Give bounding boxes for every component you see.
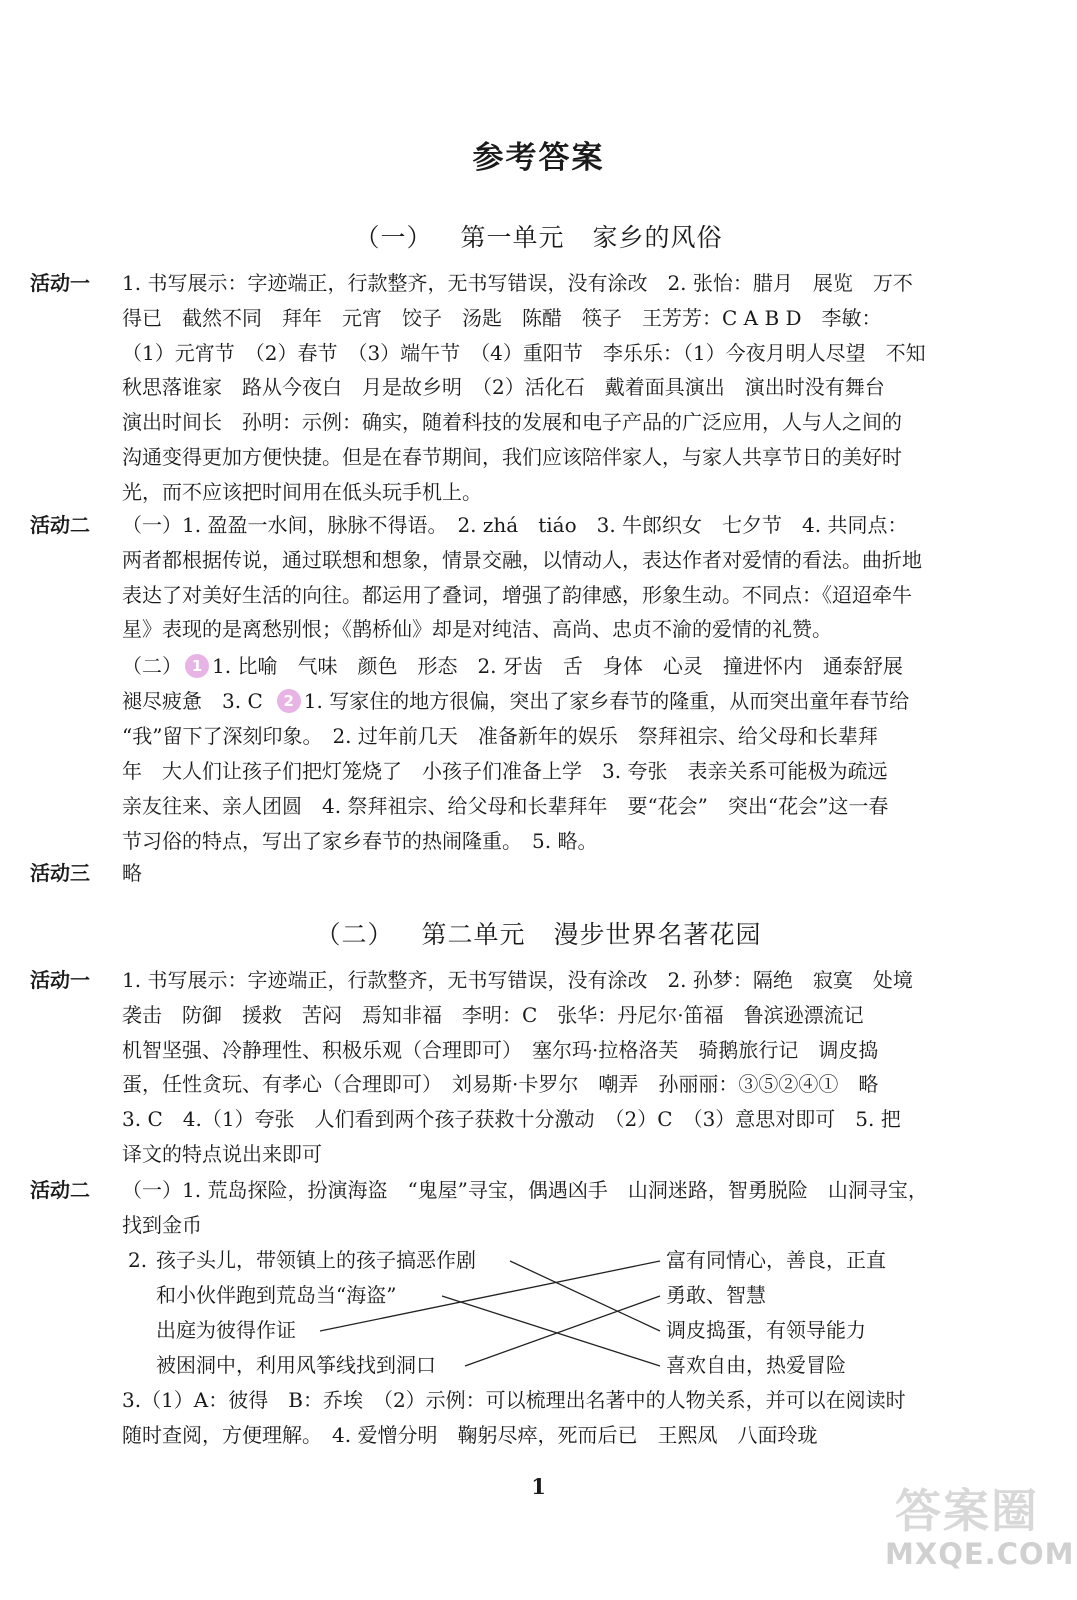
section-unit: 第一单元 [460,223,565,252]
activity-label: 活动一 [30,271,90,295]
answer-line: 表达了对美好生活的向往。都运用了叠词，增强了韵律感，形象生动。不同点：《迢迢牵牛 [122,582,912,607]
section-name: 家乡的风俗 [592,223,723,252]
match-left-item: 出庭为彼得作证 [156,1318,296,1342]
answer-text: 褪尽疲惫 3. C [122,689,263,713]
answer-line: 机智坚强、冷静理性、积极乐观（合理即可） 塞尔玛·拉格洛芙 骑鹅旅行记 调皮捣 [122,1037,879,1062]
match-connector-line [510,1261,660,1331]
section-number: （一） [354,223,433,252]
match-right-item: 调皮捣蛋，有领导能力 [666,1318,866,1342]
answer-line: 沟通变得更加方便快捷。但是在春节期间，我们应该陪伴家人，与家人共享节日的美好时 [122,445,902,469]
answer-line: （1）元宵节 （2）春节 （3）端午节 （4）重阳节 李乐乐：（1）今夜月明人尽望 不知 [122,340,926,365]
circled-number-icon: 1 [185,654,209,678]
section-heading-1 [0,218,1077,254]
page-number: 1 [531,1474,546,1499]
activity-block [30,266,1030,516]
answer-text: 1. 比喻 气味 颜色 形态 2. 牙齿 舌 身体 心灵 撞进怀内 通泰舒展 [212,654,903,678]
answer-line: 两者都根据传说，通过联想和想象，情景交融，以情动人，表达作者对爱情的看法。曲折地 [122,547,922,572]
activity-label: 活动二 [30,513,90,537]
match-right-item: 喜欢自由，热爱冒险 [666,1353,846,1377]
answer-line [122,684,909,719]
answer-line [122,649,903,684]
section-name: 漫步世界名著花园 [553,920,762,949]
activity-block [30,508,1030,858]
answer-line: （一）1. 荒岛探险，扮演海盗 “鬼屋”寻宝，偶遇凶手 山洞迷路，智勇脱险 山洞寻宝， [122,1178,928,1202]
match-left-item: 和小伙伴跑到荒岛当“海盗” [156,1283,397,1307]
match-connector-line [320,1261,660,1331]
activity-block [30,1173,1030,1458]
answer-line: 亲友往来、亲人团圆 4. 祭拜祖宗、给父母和长辈拜年 要“花会” 突出“花会”这一春 [122,794,889,818]
watermark [885,1475,1075,1585]
match-left-item: 被困洞中，利用风筝线找到洞口 [156,1353,436,1377]
activity-label: 活动二 [30,1178,90,1202]
answer-line: 演出时间长 孙明：示例：确实，随着科技的发展和电子产品的广泛应用，人与人之间的 [122,410,902,435]
answer-line: “我”留下了深刻印象。 2. 过年前几天 准备新年的娱乐 祭拜祖宗、给父母和长辈拜 [122,724,878,748]
question-number: 2. [128,1248,148,1272]
match-right-item: 勇敢、智慧 [666,1283,766,1307]
answer-line: 略 [122,861,142,885]
answer-line: 1. 书写展示：字迹端正，行款整齐，无书写错误，没有涂改 2. 张怡：腊月 展览 万不 [122,271,913,295]
section-heading-2 [0,915,1077,951]
match-right-item: 富有同情心，善良，正直 [666,1248,886,1272]
answer-line: 年 大人们让孩子们把灯笼烧了 小孩子们准备上学 3. 夸张 表亲关系可能极为疏远 [122,759,888,783]
activity-block [30,963,1030,1175]
match-connector-line [465,1296,660,1366]
answer-line: 秋思落谁家 路从今夜白 月是故乡明 （2）活化石 戴着面具演出 演出时没有舞台 [122,375,885,400]
answer-line: （一）1. 盈盈一水间，脉脉不得语。 2. zhá tiáo 3. 牛郎织女 七夕节 4. 共同点： [122,513,908,537]
answer-line: 1. 书写展示：字迹端正，行款整齐，无书写错误，没有涂改 2. 孙梦：隔绝 寂寞 处境 [122,968,913,992]
answer-line: 3. C 4.（1）夸张 人们看到两个孩子获救十分激动 （2）C （3）意思对即可 5. 把 [122,1107,901,1132]
answer-line: 译文的特点说出来即可 [122,1142,322,1166]
answer-line: 得已 截然不同 拜年 元宵 饺子 汤匙 陈醋 筷子 王芳芳：C A B D 李敏： [122,305,882,330]
match-left-item: 孩子头儿，带领镇上的孩子搞恶作剧 [156,1248,476,1272]
activity-block [30,856,1030,892]
circled-number-icon: 2 [277,689,301,713]
page-title: 参考答案 [472,140,605,176]
answer-line: 找到金币 [122,1212,202,1237]
watermark-url: MXQE.COM [885,1537,1075,1571]
answer-text: 1. 写家住的地方很偏，突出了家乡春节的隆重，从而突出童年春节给 [303,689,910,713]
answer-line: 星》表现的是离愁别恨；《鹊桥仙》却是对纯洁、高尚、忠贞不渝的爱情的礼赞。 [122,617,832,642]
section-unit: 第二单元 [421,920,526,949]
match-connector-line [442,1296,660,1366]
section-number: （二） [315,920,394,949]
answer-line: 节习俗的特点，写出了家乡春节的热闹隆重。 5. 略。 [122,829,598,853]
activity-label: 活动三 [30,861,90,885]
answer-line: 光，而不应该把时间用在低头玩手机上。 [122,479,482,504]
activity-label: 活动一 [30,968,90,992]
answer-line: 袭击 防御 援救 苦闷 焉知非福 李明：C 张华：丹尼尔·笛福 鲁滨逊漂流记 [122,1002,864,1027]
part-prefix: （二） [122,654,182,678]
watermark-logo: 答案圈 [895,1484,1039,1538]
answer-line: 3.（1）A：彼得 B：乔埃 （2）示例：可以梳理出名著中的人物关系，并可以在阅读时 [122,1388,906,1412]
answer-line: 蛋，任性贪玩、有孝心（合理即可） 刘易斯·卡罗尔 嘲弄 孙丽丽：③⑤②④① 略 [122,1072,879,1097]
answer-line: 随时查阅，方便理解。 4. 爱憎分明 鞠躬尽瘁，死而后已 王熙凤 八面玲珑 [122,1423,818,1447]
